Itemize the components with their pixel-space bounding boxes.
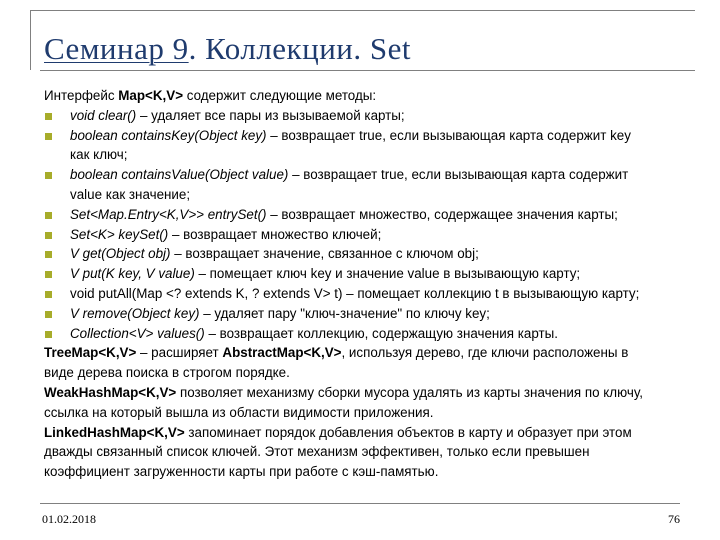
treemap-continuation: виде дерева поиска в строгом порядке. [44,365,290,381]
method-item [44,264,692,284]
method-description: – удаляет все пары из вызываемой карты; [136,107,405,123]
method-continuation: как ключ; [70,147,128,163]
method-signature: void clear() [70,107,137,123]
method-description: – возвращает множество, содержащее значения карты; [266,206,618,222]
method-signature: Set<K> keySet() [70,226,169,242]
slide-title [44,31,411,67]
intro-text: Интерфейс [44,88,119,103]
linkedhashmap-continuation: дважды связанный список ключей. Этот механизм эффективен, только если превышен [44,444,590,460]
page-number: 76 [668,512,680,526]
method-item [44,205,692,225]
method-item [44,244,692,264]
footer-date: 01.02.2018 [42,512,96,526]
treemap-paragraph [44,343,692,363]
method-description: – помещает ключ key и значение value в вызывающую карту; [194,266,581,282]
bullet-icon [45,212,52,219]
footer-rule [40,503,680,504]
bullet-icon [45,331,52,338]
title-rest: . Коллекции. Set [188,31,411,66]
method-signature: Collection<V> values() [70,325,205,341]
weakhashmap-continuation: ссылка на который вышла из области видимости приложения. [44,404,434,420]
linkedhashmap-paragraph [44,423,692,443]
weakhashmap-text: позволяет механизму сборки мусора удалять из карты значения по ключу, [176,384,643,400]
linkedhashmap-text: запоминает порядок добавления объектов в карту и образует при этом [184,424,632,440]
method-description: – возвращает значение, связанное с ключом obj; [170,246,479,262]
method-item [44,165,692,185]
method-item [44,304,692,324]
method-continuation: value как значение; [70,186,191,202]
method-description: – возвращает множество ключей; [168,226,382,242]
method-signature: V get(Object obj) [70,246,171,262]
bullet-icon [45,172,52,179]
method-description: – возвращает true, если вызывающая карта содержит key [266,127,631,143]
title-rule [40,70,695,71]
abstractmap-type: AbstractMap<K,V> [222,345,342,361]
bullet-icon [45,113,52,120]
method-item [44,106,692,126]
treemap-text-end: , используя дерево, где ключи расположены в [341,345,629,361]
method-signature: boolean containsValue(Object value) [70,167,289,183]
method-signature: V remove(Object key) [70,305,200,321]
method-signature: boolean containsKey(Object key) [70,127,267,143]
method-item [44,284,692,304]
intro-text-end: содержит следующие методы: [183,88,377,103]
method-signature: V put(K key, V value) [70,266,195,282]
bullet-icon [45,291,52,298]
bullet-icon [45,271,52,278]
method-description: void putAll(Map <? extends K, ? extends V> t) – помещает коллекцию t в вызывающую карту; [70,285,640,301]
method-item [44,324,692,344]
slide-content [44,86,692,482]
weakhashmap-type: WeakHashMap<K,V> [44,384,177,400]
bullet-icon [45,311,52,318]
linkedhashmap-type: LinkedHashMap<K,V> [44,424,185,440]
bullet-icon [45,232,52,239]
method-item [44,126,692,146]
bullet-icon [45,133,52,140]
frame-left-rule [30,10,31,70]
method-description: – удаляет пару "ключ-значение" по ключу key; [199,305,490,321]
method-description: – возвращает коллекцию, содержащую значения карты. [204,325,558,341]
title-main: Семинар 9 [44,31,189,66]
intro-line [44,86,692,106]
intro-map-type: Map<K,V> [118,88,184,103]
linkedhashmap-continuation: коэффициент загруженности карты при работе с кэш-памятью. [44,464,439,480]
treemap-text: – расширяет [136,345,223,361]
bullet-icon [45,251,52,258]
method-description: – возвращает true, если вызывающая карта содержит [288,167,629,183]
method-signature: Set<Map.Entry<K,V>> entrySet() [70,206,267,222]
treemap-type: TreeMap<K,V> [44,345,137,361]
frame-top-rule [30,10,695,11]
method-item [44,225,692,245]
weakhashmap-paragraph [44,383,692,403]
